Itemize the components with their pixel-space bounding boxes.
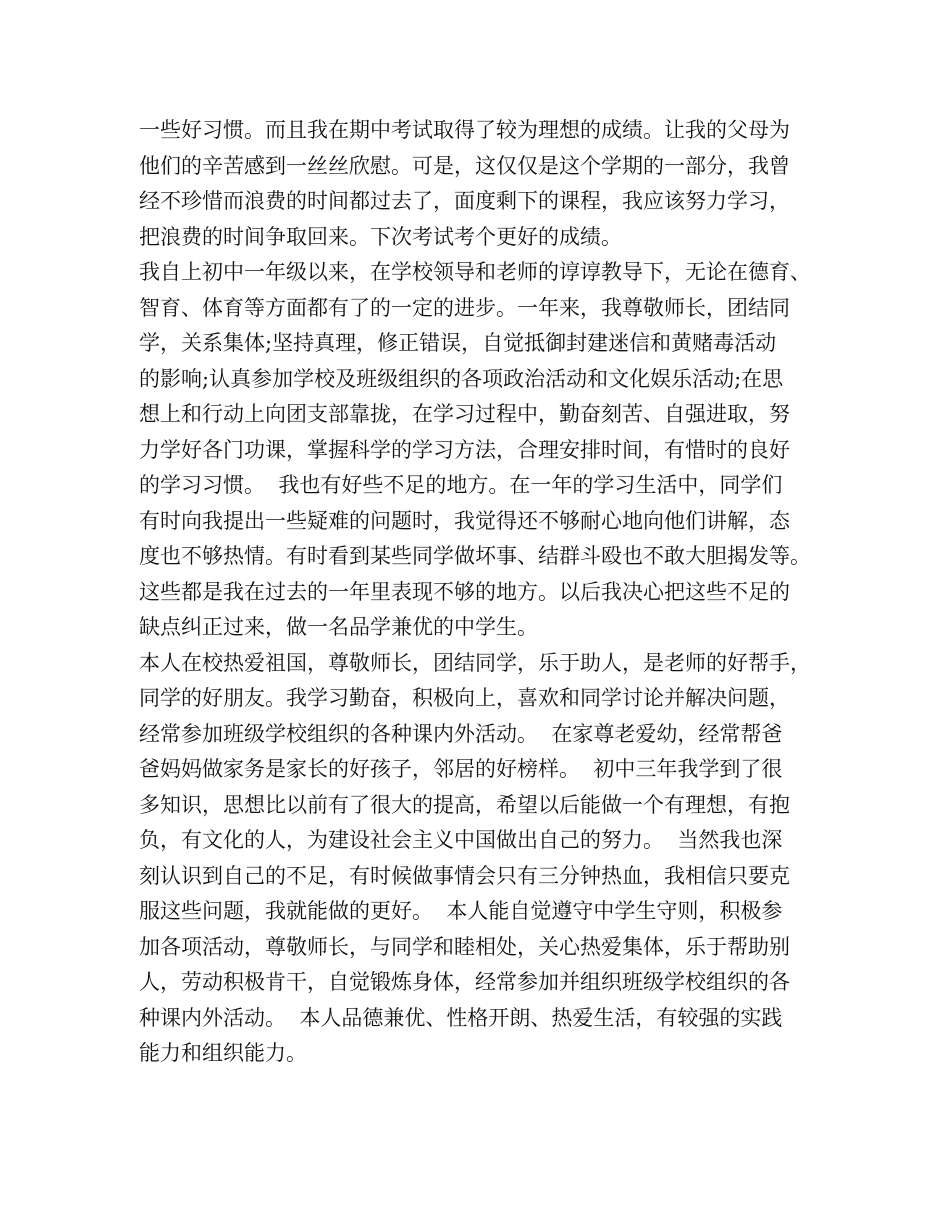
body-text xyxy=(139,113,839,1072)
text-line: 经常参加班级学校组织的各种课内外活动。 在家尊老爱幼，经常帮爸 xyxy=(139,721,783,746)
text-line: 刻认识到自己的不足，有时候做事情会只有三分钟热血，我相信只要克 xyxy=(139,863,790,888)
text-line: 人，劳动积极肯干，自觉锻炼身体，经常参加并组织班级学校组织的各 xyxy=(139,970,790,994)
text-line: 能力和组织能力。 xyxy=(139,1041,307,1065)
text-line: 有时向我提出一些疑难的问题时，我觉得还不够耐心地向他们讲解，态 xyxy=(139,508,790,533)
text-line: 加各项活动，尊敬师长，与同学和睦相处，关心热爱集体，乐于帮助别 xyxy=(139,934,790,959)
text-line: 学，关系集体;坚持真理，修正错误，自觉抵御封建迷信和黄赌毒活动 xyxy=(139,331,777,355)
text-line: 想上和行动上向团支部靠拢，在学习过程中，勤奋刻苦、自强进取，努 xyxy=(139,402,790,426)
text-line: 多知识，思想比以前有了很大的提高，希望以后能做一个有理想，有抱 xyxy=(139,792,790,817)
text-line: 智育、体育等方面都有了的一定的进步。一年来，我尊敬师长，团结同 xyxy=(139,295,790,320)
text-line: 一些好习惯。而且我在期中考试取得了较为理想的成绩。让我的父母为 xyxy=(139,118,790,142)
text-line: 负，有文化的人，为建设社会主义中国做出自己的努力。 当然我也深 xyxy=(139,828,783,852)
text-line: 本人在校热爱祖国，尊敬师长，团结同学，乐于助人，是老师的好帮手， xyxy=(139,650,811,675)
text-line: 经不珍惜而浪费的时间都过去了，面度剩下的课程，我应该努力学习， xyxy=(139,189,790,213)
text-line: 力学好各门功课，掌握科学的学习方法，合理安排时间，有惜时的良好 xyxy=(139,437,790,462)
text-line: 度也不够热情。有时看到某些同学做坏事、结群斗殴也不敢大胆揭发等。 xyxy=(139,544,811,568)
text-line: 的影响;认真参加学校及班级组织的各项政治活动和文化娱乐活动;在思 xyxy=(139,366,784,391)
text-line: 同学的好朋友。我学习勤奋，积极向上，喜欢和同学讨论并解决问题， xyxy=(139,686,790,710)
text-line: 我自上初中一年级以来，在学校领导和老师的谆谆教导下，无论在德育、 xyxy=(139,260,811,284)
text-line: 爸妈妈做家务是家长的好孩子，邻居的好榜样。 初中三年我学到了很 xyxy=(139,757,783,781)
text-line: 的学习习惯。 我也有好些不足的地方。在一年的学习生活中，同学们 xyxy=(139,473,783,497)
text-line: 这些都是我在过去的一年里表现不够的地方。以后我决心把这些不足的 xyxy=(139,579,790,604)
text-line: 种课内外活动。 本人品德兼优、性格开朗、热爱生活，有较强的实践 xyxy=(139,1005,783,1030)
text-line: 服这些问题，我就能做的更好。 本人能自觉遵守中学生守则，积极参 xyxy=(139,899,783,923)
text-line: 他们的辛苦感到一丝丝欣慰。可是，这仅仅是这个学期的一部分，我曾 xyxy=(139,153,790,178)
text-line: 把浪费的时间争取回来。下次考试考个更好的成绩。 xyxy=(139,224,622,249)
text-line: 缺点纠正过来，做一名品学兼优的中学生。 xyxy=(139,615,538,639)
